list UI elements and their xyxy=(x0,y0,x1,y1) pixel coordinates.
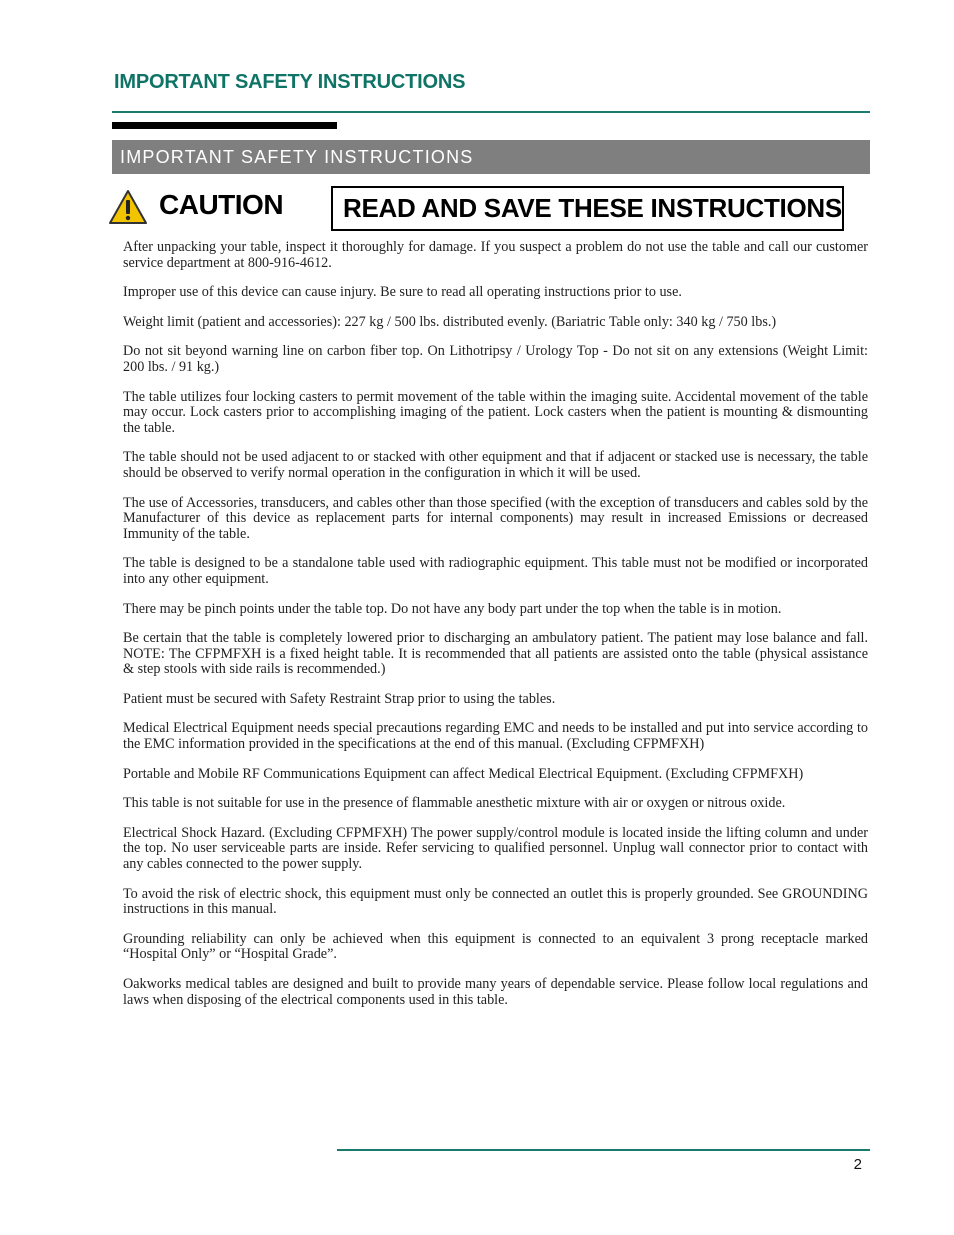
instruction-paragraph: Medical Electrical Equipment needs special precautions regarding EMC and needs to be installed and put into service according to the EMC information provided in the specifications at the end of this manual. (Excluding CFPMFXH) xyxy=(123,720,868,753)
instruction-paragraph: Be certain that the table is completely lowered prior to discharging an ambulatory patient. The patient may lose balance and fall. NOTE: The CFPMFXH is a fixed height table. It is recommended that all patients are assisted onto the table (physical assistance & step stools with side rails is recommended.) xyxy=(123,630,868,678)
footer-divider xyxy=(337,1149,870,1151)
instruction-paragraph: The use of Accessories, transducers, and cables other than those specified (with the exception of transducers and cables sold by the Manufacturer of this device as replacement parts for internal components) may result in increased Emissions or decreased Immunity of the table. xyxy=(123,494,868,542)
instruction-paragraph: This table is not suitable for use in the presence of flammable anesthetic mixture with air or oxygen or nitrous oxide. xyxy=(123,795,786,812)
instruction-paragraph: Grounding reliability can only be achieved when this equipment is connected to an equivalent 3 prong receptacle marked “Hospital Only” or “Hospital Grade”. xyxy=(123,930,868,963)
read-save-notice-box xyxy=(331,186,844,231)
instruction-paragraph: To avoid the risk of electric shock, this equipment must only be connected an outlet this is properly grounded. See GROUNDING instructions in this manual. xyxy=(123,885,868,918)
section-accent-bar xyxy=(112,122,337,129)
instruction-paragraph: After unpacking your table, inspect it thoroughly for damage. If you suspect a problem do not use the table and call our customer service department at 800-916-4612. xyxy=(123,239,868,271)
instruction-paragraph: Do not sit beyond warning line on carbon fiber top. On Lithotripsy / Urology Top - Do not sit on any extensions (Weight Limit: 200 lbs. / 91 kg.) xyxy=(123,343,868,375)
instruction-paragraph: Patient must be secured with Safety Restraint Strap prior to using the tables. xyxy=(123,690,556,707)
read-save-notice-text: READ AND SAVE THESE INSTRUCTIONS xyxy=(343,193,842,223)
warning-triangle-icon xyxy=(108,189,148,225)
instruction-paragraph: The table utilizes four locking casters to permit movement of the table within the imaging suite. Accidental movement of the table may occur. Lock casters prior to accomplishing imaging of the patient. Lock casters when the patient is mounting & dismounting the table. xyxy=(123,388,868,436)
instruction-paragraph: Electrical Shock Hazard. (Excluding CFPMFXH) The power supply/control module is located inside the lifting column and under the top. No user serviceable parts are inside. Refer servicing to qualified personnel. Unplug wall connector prior to contact with any cables connected to the power supply. xyxy=(123,824,868,873)
section-banner-title: IMPORTANT SAFETY INSTRUCTIONS xyxy=(120,147,474,167)
safety-instructions-body xyxy=(123,240,868,1022)
caution-label: CAUTION xyxy=(159,189,284,220)
header-divider xyxy=(112,111,870,113)
instruction-paragraph: Improper use of this device can cause injury. Be sure to read all operating instructions prior to use. xyxy=(123,284,682,301)
instruction-paragraph: The table is designed to be a standalone table used with radiographic equipment. This table must not be modified or incorporated into any other equipment. xyxy=(123,555,868,587)
instruction-paragraph: The table should not be used adjacent to or stacked with other equipment and that if adjacent or stacked use is necessary, the table should be observed to verify normal operation in the configuration in which it will be used. xyxy=(123,449,868,481)
page-header-title: IMPORTANT SAFETY INSTRUCTIONS xyxy=(114,71,466,93)
instruction-paragraph: There may be pinch points under the table top. Do not have any body part under the top when the table is in motion. xyxy=(123,600,782,617)
instruction-paragraph: Portable and Mobile RF Communications Equipment can affect Medical Electrical Equipment. (Excluding CFPMFXH) xyxy=(123,765,804,782)
instruction-paragraph: Weight limit (patient and accessories): 227 kg / 500 lbs. distributed evenly. (Bariatric Table only: 340 kg / 750 lbs.) xyxy=(123,313,777,330)
page-number: 2 xyxy=(853,1156,862,1173)
section-banner xyxy=(112,140,870,174)
instruction-paragraph: Oakworks medical tables are designed and built to provide many years of dependable service. Please follow local regulations and laws when disposing of the electrical components used in this table. xyxy=(123,976,868,1008)
